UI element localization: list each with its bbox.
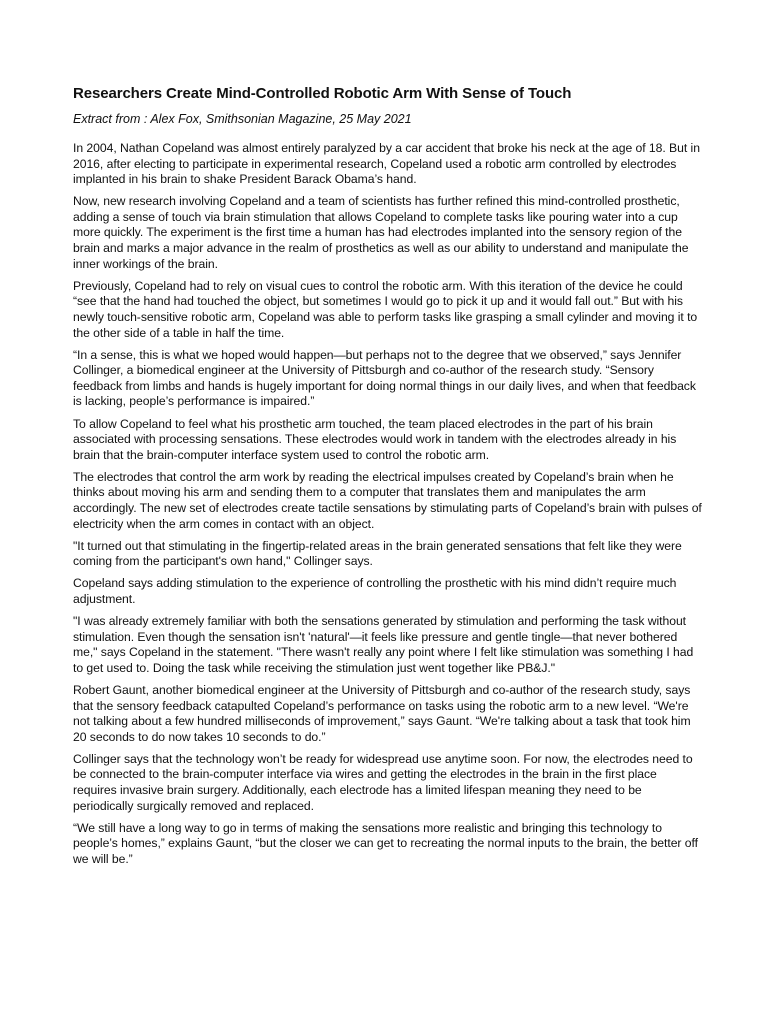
document-page [73,84,703,874]
paragraph: "I was already extremely familiar with both the sensations generated by stimulation and performing the task without stimulation. Even though the sensation isn't 'natural'—it feels like pressure and gentle tingle—that never bothered me," says Copeland in the statement. "There wasn't really any point where I felt like stimulation was something I had to get used to. Doing the task while receiving the stimulation just went together like PB&J." [73,614,694,675]
paragraph: In 2004, Nathan Copeland was almost entirely paralyzed by a car accident that broke his neck at the age of 18. But in 2016, after electing to participate in experimental research, Copeland used a robotic arm controlled by electrodes implanted in his brain to shake President Barack Obama’s hand. [73,141,700,187]
paragraph: Robert Gaunt, another biomedical engineer at the University of Pittsburgh and co-author of the research study, says that the sensory feedback catapulted Copeland’s performance on tasks using the robotic arm to a new level. “We're not talking about a few hundred milliseconds of improvement,” says Gaunt. “We're talking about a task that took him 20 seconds to do now takes 10 seconds to do.” [73,682,691,744]
paragraph: "It turned out that stimulating in the fingertip-related areas in the brain generated sensations that felt like they were coming from the participant's own hand," Collinger says. [73,538,682,569]
paragraph: Previously, Copeland had to rely on visual cues to control the robotic arm. With this iteration of the device he could “see that the hand had touched the object, but sometimes I would go to pick it up and it would fall out.” But with his newly touch-sensitive robotic arm, Copeland was able to perform tasks like grasping a small cylinder and moving it to the other side of a table in half the time. [73,278,698,340]
paragraph: “We still have a long way to go in terms of making the sensations more realistic and bringing this technology to people’s homes,” explains Gaunt, “but the closer we can get to recreating the normal inputs to the brain, the better off we will be.” [73,820,698,866]
article-source: Extract from : Alex Fox, Smithsonian Magazine, 25 May 2021 [73,112,412,126]
paragraph: The electrodes that control the arm work by reading the electrical impulses created by Copeland’s brain when he thinks about moving his arm and sending them to a computer that translates them and manipulates the arm accordingly. The new set of electrodes create tactile sensations by stimulating parts of Copeland’s brain with pulses of electricity when the arm comes in contact with an object. [73,469,702,531]
paragraph: To allow Copeland to feel what his prosthetic arm touched, the team placed electrodes in the part of his brain associated with processing sensations. These electrodes would work in tandem with the electrodes already in his brain that the brain-computer interface system used to control the robotic arm. [73,416,677,462]
article-title: Researchers Create Mind-Controlled Robotic Arm With Sense of Touch [73,85,572,102]
paragraph: Now, new research involving Copeland and a team of scientists has further refined this mind-controlled prosthetic, adding a sense of touch via brain stimulation that allows Copeland to complete tasks like pouring water into a cup more quickly. The experiment is the first time a human has had electrodes implanted into the sensory region of the brain and marks a major advance in the realm of prosthetics as well as our ability to understand and manipulate the inner workings of the brain. [73,194,689,271]
paragraph: “In a sense, this is what we hoped would happen—but perhaps not to the degree that we observed,” says Jennifer Collinger, a biomedical engineer at the University of Pittsburgh and co-author of the research study. “Sensory feedback from limbs and hands is hugely important for doing normal things in our daily lives, and when that feedback is lacking, people’s performance is impaired.” [73,347,696,409]
paragraph: Copeland says adding stimulation to the experience of controlling the prosthetic with his mind didn’t require much adjustment. [73,576,677,606]
paragraph: Collinger says that the technology won’t be ready for widespread use anytime soon. For now, the electrodes need to be connected to the brain-computer interface via wires and getting the electrodes in the brain in the first place requires invasive brain surgery. Additionally, each electrode has a limited lifespan meaning they need to be periodically surgically removed and replaced. [73,751,693,813]
